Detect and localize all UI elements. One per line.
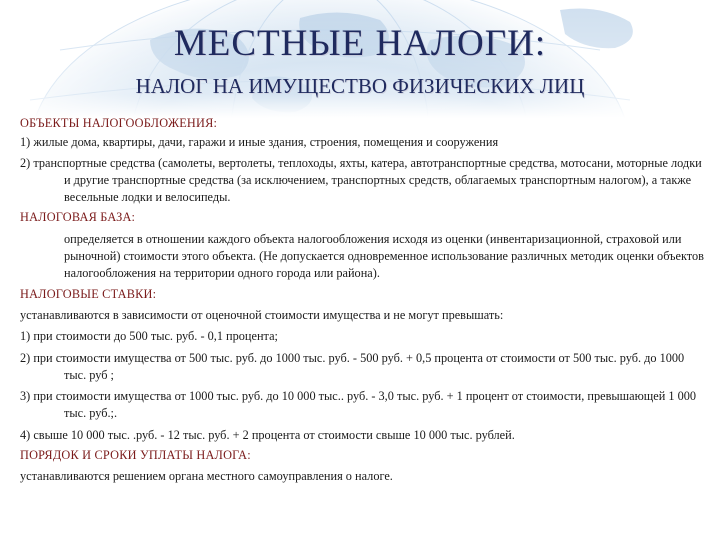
section-heading-payment: ПОРЯДОК И СРОКИ УПЛАТЫ НАЛОГА: (20, 448, 251, 463)
section-text-base: определяется в отношении каждого объекта налогообложения исходя из оценки (инвентаризационной, страховой или рыночной) стоимости этого объекта. (Не допускается одновременное использование различных методик оценки объектов налогообложения на территории одного города или района). (64, 231, 704, 281)
section-intro-rates: устанавливаются в зависимости от оценочной стоимости имущества и не могут превышать: (20, 307, 504, 322)
list-item: 2) транспортные средства (самолеты, вертолеты, теплоходы, яхты, катера, автотранспортные средства, мотосани, моторные лодки и другие транспортные средства (за исключением, транспортных средств, облагаемых транспортным налогом), а также весельные лодки и велосипеды. (20, 155, 702, 205)
list-item: 1) при стоимости до 500 тыс. руб. - 0,1 процента; (20, 329, 278, 344)
section-text-payment: устанавливаются решением органа местного самоуправления о налоге. (20, 469, 393, 484)
list-item: 3) при стоимости имущества от 1000 тыс. руб. до 10 000 тыс.. руб. - 3,0 тыс. руб. + 1 процент от стоимости, превышающей 1 000 тыс. руб.;. (20, 389, 697, 421)
page-subtitle: НАЛОГ НА ИМУЩЕСТВО ФИЗИЧЕСКИХ ЛИЦ (135, 74, 585, 98)
page-title: МЕСТНЫЕ НАЛОГИ: (173, 23, 547, 64)
list-item: 1) жилые дома, квартиры, дачи, гаражи и иные здания, строения, помещения и сооружения (20, 135, 499, 150)
section-heading-base: НАЛОГОВАЯ БАЗА: (20, 210, 136, 225)
section-heading-objects: ОБЪЕКТЫ НАЛОГООБЛОЖЕНИЯ: (20, 116, 218, 130)
list-item: 4) свыше 10 000 тыс. .руб. - 12 тыс. руб. + 2 процента от стоимости свыше 10 000 тыс. рублей. (20, 427, 515, 442)
list-item: 2) при стоимости имущества от 500 тыс. руб. до 1000 тыс. руб. - 500 руб. + 0,5 процента от стоимости от 500 тыс. руб. до 1000 тыс. руб ; (20, 350, 685, 382)
header (0, 0, 720, 112)
section-heading-rates: НАЛОГОВЫЕ СТАВКИ: (20, 286, 157, 301)
content (20, 115, 705, 486)
